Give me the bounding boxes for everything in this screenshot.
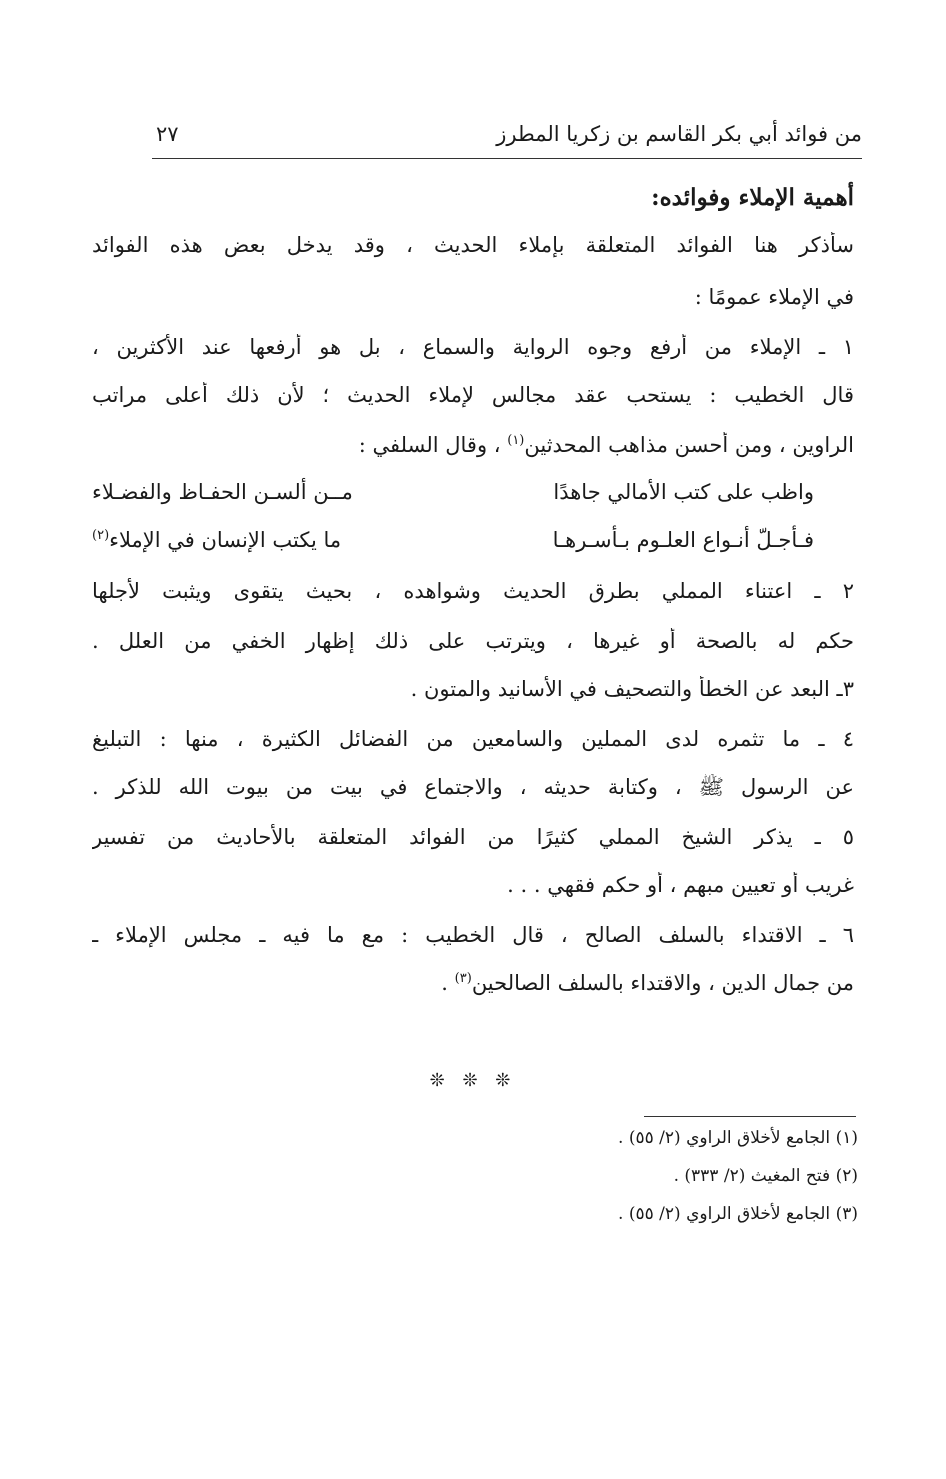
point-6-line-1: ٦ ـ الاقتداء بالسلف الصالح ، قال الخطيب : مع ما فيه ـ مجلس الإملاء ـ — [92, 923, 854, 947]
verse-1-second-hemistich: مــن ألسـن الحفـاظ والفضـلاء — [92, 480, 353, 504]
point-1-line-3-tail: ، وقال السلفي : — [358, 433, 501, 457]
point-5-line-1: ٥ ـ يذكر الشيخ المملي كثيرًا من الفوائد المتعلقة بالأحاديث من تفسير — [92, 825, 854, 849]
page-number: ٢٧ — [156, 122, 179, 146]
section-heading: أهمية الإملاء وفوائده: — [651, 184, 854, 211]
point-4-line-2: عن الرسول ﷺ ، وكتابة حديثه ، والاجتماع في بيت من بيوت الله للذكر . — [92, 775, 854, 799]
point-6-line-2 — [92, 970, 854, 997]
verse-2-second-hemistich-text: ما يكتب الإنسان في الإملاء — [109, 528, 342, 552]
intro-line-2: في الإملاء عمومًا : — [694, 285, 854, 309]
point-1-line-1: ١ ـ الإملاء من أرفع وجوه الرواية والسماع ، بل هو أرفعها عند الأكثرين ، — [92, 335, 854, 359]
intro-line-1: سأذكر هنا الفوائد المتعلقة بإملاء الحديث ، وقد يدخل بعض هذه الفوائد — [92, 233, 854, 257]
footnote-divider — [644, 1116, 856, 1117]
running-title: من فوائد أبي بكر القاسم بن زكريا المطرز — [496, 122, 862, 146]
footnote-number: (٢) — [835, 1166, 858, 1186]
point-1-line-3 — [92, 432, 854, 459]
poem-verse-1 — [92, 480, 854, 512]
verse-2-first-hemistich: فـأجـلّ أنـواع العلـوم بـأسـرهـا — [552, 528, 814, 552]
point-2-line-2: حكم له بالصحة أو غيرها ، ويترتب على ذلك إظهار الخفي من العلل . — [92, 629, 854, 653]
point-6-line-2-tail: . — [441, 971, 448, 995]
section-separator: ❊ ❊ ❊ — [429, 1070, 517, 1091]
verse-1-first-hemistich: واظب على كتب الأمالي جاهدًا — [553, 480, 814, 504]
footnote-1 — [618, 1128, 858, 1148]
verse-2-second-hemistich — [92, 528, 341, 552]
footnote-text: الجامع لأخلاق الراوي (٢/ ٥٥) . — [618, 1128, 831, 1148]
point-3-line-1: ٣ـ البعد عن الخطأ والتصحيف في الأسانيد والمتون . — [410, 677, 854, 701]
point-1-line-2: قال الخطيب : يستحب عقد مجالس لإملاء الحديث ؛ لأن ذلك أعلى مراتب — [92, 383, 854, 407]
footnote-ref-3: (٣) — [454, 971, 472, 986]
point-5-line-2: غريب أو تعيين مبهم ، أو حكم فقهي . . . — [507, 873, 854, 897]
footnote-text: الجامع لأخلاق الراوي (٢/ ٥٥) . — [618, 1204, 831, 1224]
point-2-line-1: ٢ ـ اعتناء المملي بطرق الحديث وشواهده ، بحيث يتقوى ويثبت لأجلها — [92, 579, 854, 603]
footnote-ref-2: (٢) — [92, 528, 110, 543]
footnote-ref-1: (١) — [507, 433, 525, 448]
point-1-line-3-text: الراوين ، ومن أحسن مذاهب المحدثين — [524, 433, 854, 457]
footnote-number: (٣) — [835, 1204, 858, 1224]
footnote-number: (١) — [835, 1128, 858, 1148]
point-6-line-2-text: من جمال الدين ، والاقتداء بالسلف الصالحين — [471, 971, 854, 995]
footnote-3 — [618, 1204, 858, 1224]
footnote-2 — [674, 1166, 858, 1186]
footnote-text: فتح المغيث (٢/ ٣٣٣) . — [673, 1166, 831, 1186]
poem-verse-2 — [92, 528, 854, 560]
running-header — [152, 118, 862, 159]
point-4-line-1: ٤ ـ ما تثمره لدى المملين والسامعين من الفضائل الكثيرة ، منها : التبليغ — [92, 727, 854, 751]
